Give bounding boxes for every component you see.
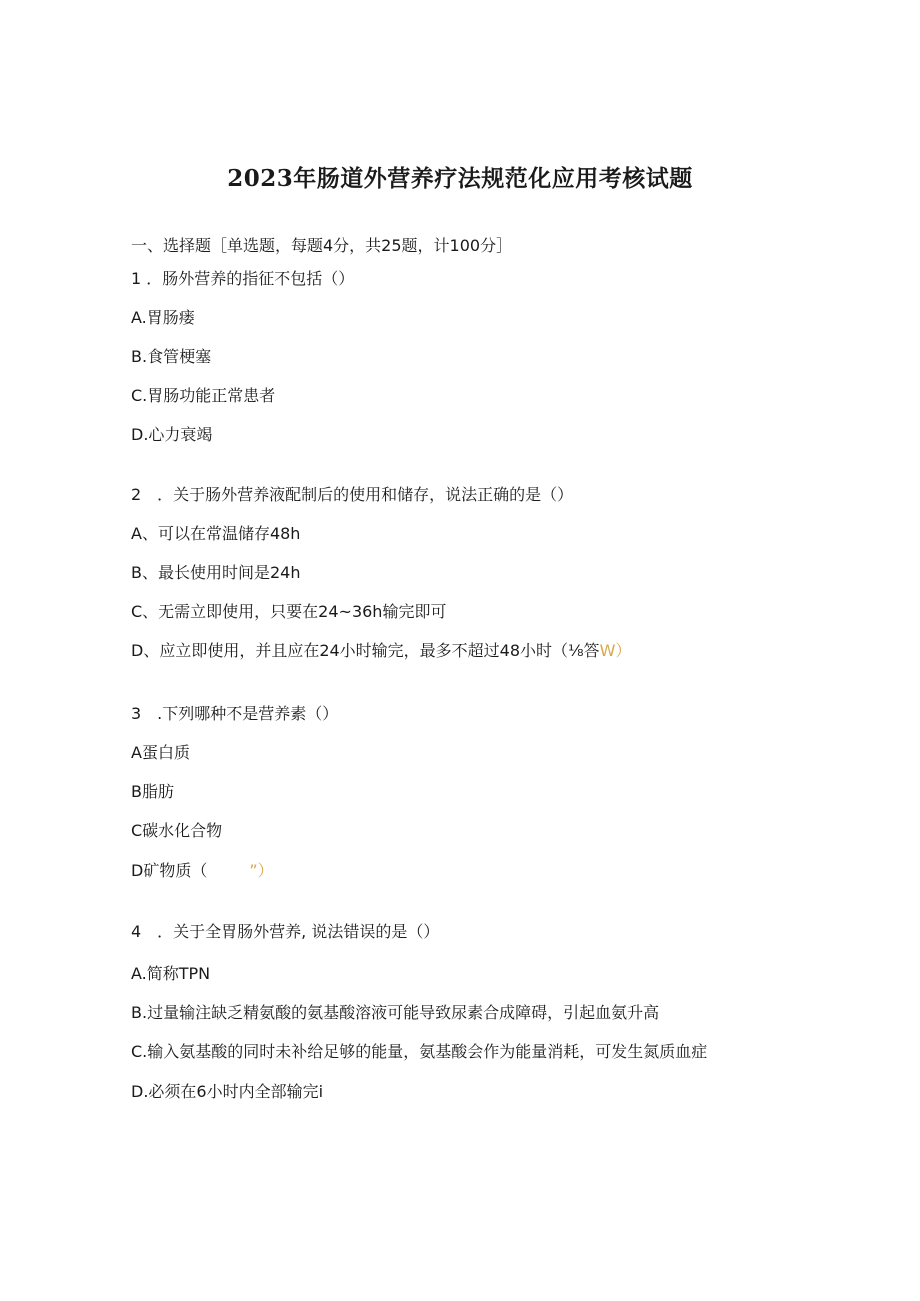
question-2-option-d [131,641,631,661]
question-3-option-d-text: D矿物质（ [131,861,208,880]
question-2-option-a: A、可以在常温储存48h [131,524,301,543]
question-2-stem: 2 ．关于肠外营养液配制后的使用和储存，说法正确的是（） [131,485,574,504]
question-2-option-c: C、无需立即使用，只要在24~36h输完即可 [131,602,447,621]
question-3-option-c: C碳水化合物 [131,821,223,840]
question-1-option-d: D.心力衰竭 [131,425,213,444]
question-4-option-b: B.过量输注缺乏精氨酸的氨基酸溶液可能导致尿素合成障碍，引起血氨升高 [131,1003,660,1022]
question-3-option-d [131,861,274,881]
question-2-option-b: B、最长使用时间是24h [131,563,301,582]
document-title: 2023年肠道外营养疗法规范化应用考核试题 [227,165,693,192]
question-2-answer-mark: W） [599,641,632,660]
question-2-option-d-text: D、应立即使用，并且应在24小时输完，最多不超过48小时（⅛答 [131,641,600,660]
question-1-option-c: C.胃肠功能正常患者 [131,386,276,405]
question-3-stem: 3 .下列哪种不是营养素（） [131,704,339,723]
question-4-stem: 4 ．关于全胃肠外营养, 说法错误的是（） [131,922,440,941]
question-1-option-a: A.胃肠瘘 [131,308,195,327]
question-1-stem: 1 ．肠外营养的指征不包括（） [131,269,355,288]
question-3-option-a: A蛋白质 [131,743,190,762]
question-4-option-d: D.必须在6小时内全部输完i [131,1082,324,1101]
question-1-option-b: B.食管梗塞 [131,347,212,366]
question-4-option-c: C.输入氨基酸的同时未补给足够的能量，氨基酸会作为能量消耗，可发生氮质血症 [131,1042,708,1061]
question-4-option-a: A.简称TPN [131,964,211,983]
question-3-answer-mark: ”） [249,861,274,880]
section-heading: 一、选择题［单选题，每题4分，共25题，计100分］ [131,236,513,255]
question-3-option-b: B脂肪 [131,782,174,801]
